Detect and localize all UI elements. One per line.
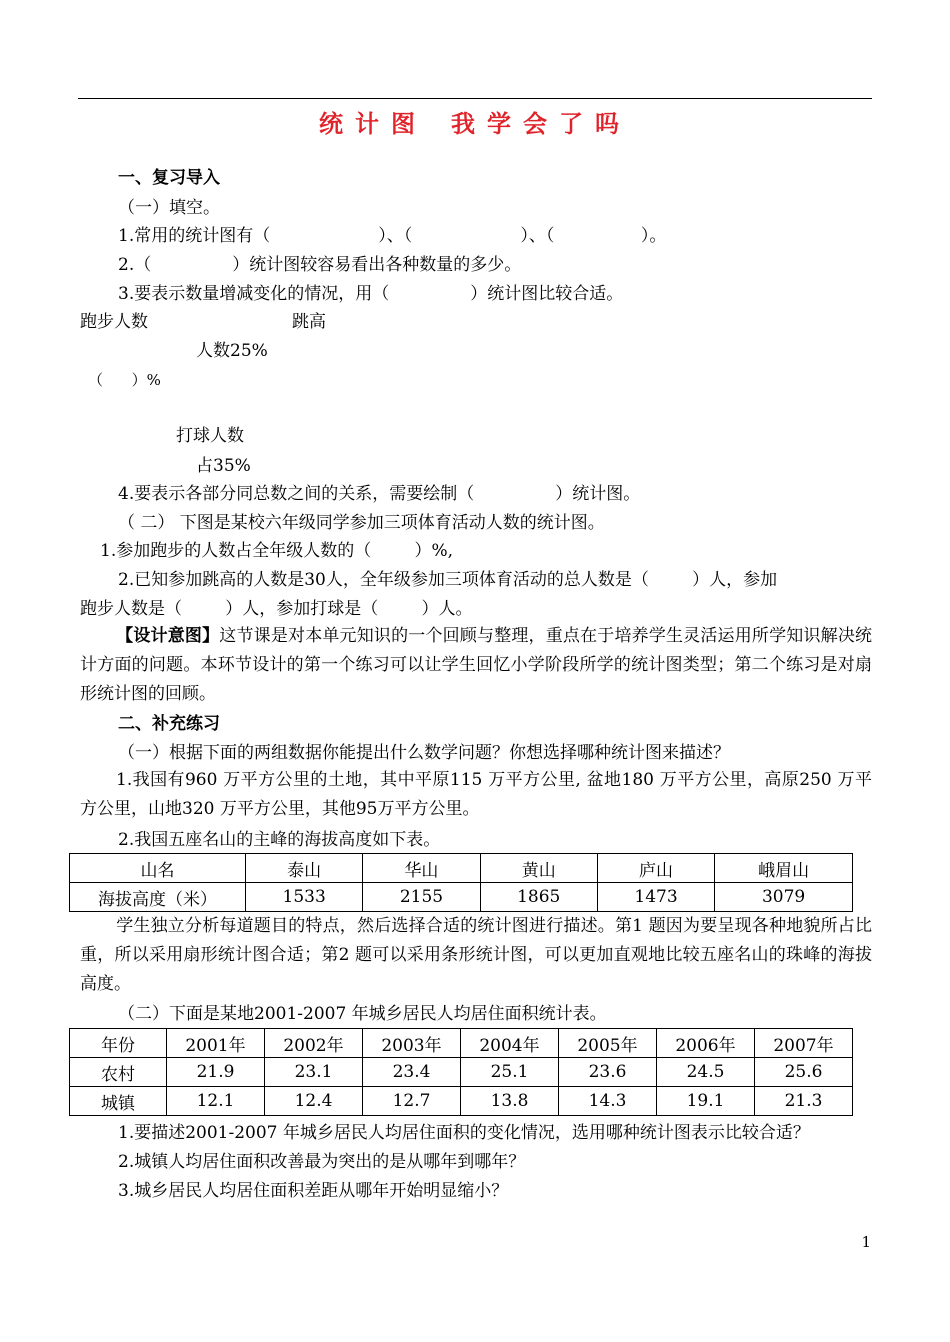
table-cell: 12.4: [265, 1087, 363, 1116]
housing-intro: （二）下面是某地2001-2007 年城乡居民人均居住面积统计表。: [118, 1004, 607, 1024]
table-cell: 1473: [597, 883, 714, 912]
table-cell: 2002年: [265, 1029, 363, 1058]
top-rule: [78, 98, 872, 99]
table-cell: 19.1: [657, 1087, 755, 1116]
pie-label-jump-pct: 人数25%: [196, 341, 268, 361]
table-cell: 黄山: [480, 854, 597, 883]
table-cell: 1533: [246, 883, 363, 912]
table-cell: 2006年: [657, 1029, 755, 1058]
pie-label-run-pct: （ ）%: [88, 371, 161, 389]
question-3: 3.要表示数量增减变化的情况，用（ ）统计图比较合适。: [118, 284, 624, 304]
housing-table: [69, 1028, 853, 1116]
pie-label-jump: 跳高: [292, 312, 326, 332]
table-cell: 2005年: [559, 1029, 657, 1058]
table-cell: 山名: [70, 854, 246, 883]
table-cell: 25.1: [461, 1058, 559, 1087]
table-row: [70, 1058, 853, 1087]
mountain-table: [69, 853, 853, 912]
question-2: 2.（ ）统计图较容易看出各种数量的多少。: [118, 255, 522, 275]
page-number: 1: [861, 1233, 871, 1251]
table-cell: 12.7: [363, 1087, 461, 1116]
item-2: 2.我国五座名山的主峰的海拔高度如下表。: [118, 830, 441, 850]
table-cell: 泰山: [246, 854, 363, 883]
table-cell: 3079: [715, 883, 853, 912]
table-cell: 25.6: [755, 1058, 853, 1087]
table-cell: 12.1: [167, 1087, 265, 1116]
table-cell: 1865: [480, 883, 597, 912]
fill-label: （一）填空。: [118, 198, 220, 218]
table-row: [70, 854, 853, 883]
pie-label-run: 跑步人数: [80, 312, 148, 332]
design-tag: 【设计意图】: [116, 626, 220, 646]
section2-heading: 二、补充练习: [118, 714, 220, 734]
section1-heading: 一、复习导入: [118, 168, 220, 188]
question-1: 1.常用的统计图有（ ）、（ ）、（ ）。: [118, 226, 667, 246]
table-cell: 2155: [363, 883, 480, 912]
table-cell: 24.5: [657, 1058, 755, 1087]
table-cell: 21.9: [167, 1058, 265, 1087]
item-1: [80, 766, 872, 824]
table-cell: 21.3: [755, 1087, 853, 1116]
table-cell: 2007年: [755, 1029, 853, 1058]
table-cell: 2003年: [363, 1029, 461, 1058]
design-text: 这节课是对本单元知识的一个回顾与整理，重点在于培养学生灵活运用所学知识解决统计方面的问题。本环节设计的第一个练习可以让学生回忆小学阶段所学的统计图类型；第二个练习是对扇形统计图的回顾。: [80, 626, 873, 704]
table-cell: 2004年: [461, 1029, 559, 1058]
pie-label-ball: 打球人数: [176, 426, 244, 446]
table-cell: 农村: [70, 1058, 167, 1087]
table-cell: 海拔高度（米）: [70, 883, 246, 912]
title-part2: 我学会了吗: [451, 110, 631, 138]
table-row: [70, 1087, 853, 1116]
analysis: [80, 912, 872, 999]
analysis-text: 学生独立分析每道题目的特点，然后选择合适的统计图进行描述。第1 题因为要呈现各种地貌所占比重，所以采用扇形统计图合适；第2 题可以采用条形统计图，可以更加直观地比较五座名山的珠峰的海拔高度。: [80, 916, 872, 994]
question-4: 4.要表示各部分同总数之间的关系，需要绘制（ ）统计图。: [118, 484, 641, 504]
title-part1: 统计图: [319, 110, 427, 138]
part2-question-1: 1.参加跑步的人数占全年级人数的（ ）%,: [100, 541, 454, 561]
housing-question-3: 3.城乡居民人均居住面积差距从哪年开始明显缩小？: [118, 1181, 509, 1201]
part2-question-2a: 2.已知参加跳高的人数是30人，全年级参加三项体育活动的总人数是（ ）人，参加: [118, 570, 778, 590]
table-cell: 23.1: [265, 1058, 363, 1087]
part2-label: （ 二） 下图是某校六年级同学参加三项体育活动人数的统计图。: [118, 513, 605, 533]
table-row: [70, 883, 853, 912]
pie-label-ball-pct: 占35%: [196, 456, 251, 476]
housing-question-2: 2.城镇人均居住面积改善最为突出的是从哪年到哪年？: [118, 1152, 526, 1172]
table-cell: 城镇: [70, 1087, 167, 1116]
table-cell: 峨眉山: [715, 854, 853, 883]
page-title: [0, 104, 950, 139]
section2-intro: （一）根据下面的两组数据你能提出什么数学问题？你想选择哪种统计图来描述？: [118, 743, 730, 763]
table-cell: 2001年: [167, 1029, 265, 1058]
table-cell: 14.3: [559, 1087, 657, 1116]
item-1-text: 1.我国有960 万平方公里的土地，其中平原115 万平方公里, 盆地180 万平方公里，高原250 万平方公里，山地320 万平方公里，其他95万平方公里。: [80, 770, 872, 819]
table-cell: 庐山: [597, 854, 714, 883]
table-row: [70, 1029, 853, 1058]
table-cell: 23.6: [559, 1058, 657, 1087]
part2-question-2b: 跑步人数是（ ）人，参加打球是（ ）人。: [80, 599, 473, 619]
table-cell: 年份: [70, 1029, 167, 1058]
design-intent: [80, 622, 872, 709]
table-cell: 13.8: [461, 1087, 559, 1116]
housing-question-1: 1.要描述2001-2007 年城乡居民人均居住面积的变化情况，选用哪种统计图表示比较合适？: [118, 1123, 810, 1143]
table-cell: 华山: [363, 854, 480, 883]
table-cell: 23.4: [363, 1058, 461, 1087]
